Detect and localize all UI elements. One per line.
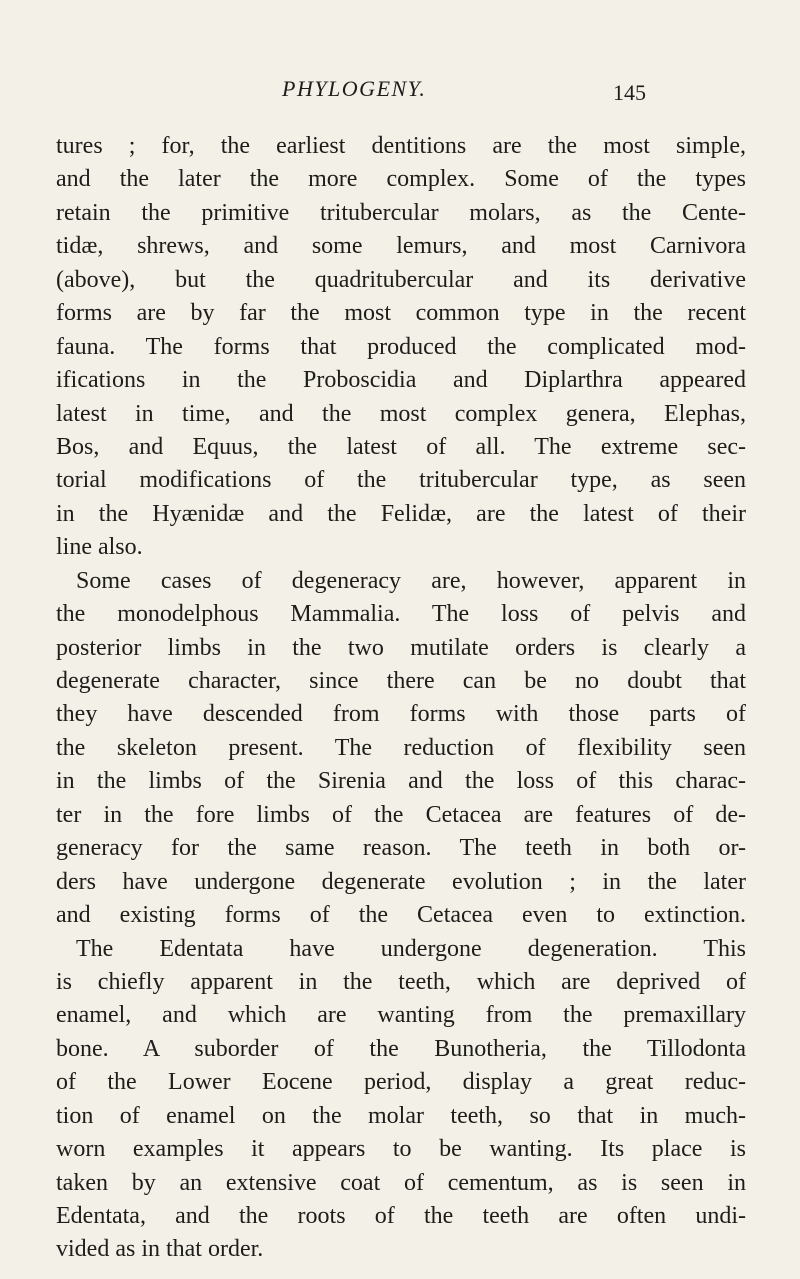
text-line: Bos, and Equus, the latest of all. The extreme sec- bbox=[56, 433, 746, 460]
text-line: ders have undergone degenerate evolution ; in the later bbox=[56, 868, 746, 895]
text-line: tidæ, shrews, and some lemurs, and most Carnivora bbox=[56, 233, 746, 260]
text-line: generacy for the same reason. The teeth in both or- bbox=[56, 835, 746, 862]
running-head bbox=[0, 76, 800, 106]
text-line: in the limbs of the Sirenia and the loss of this charac- bbox=[56, 768, 746, 795]
text-line: of the Lower Eocene period, display a great reduc- bbox=[56, 1069, 746, 1096]
page-number: 145 bbox=[613, 80, 646, 105]
text-line: and existing forms of the Cetacea even to extinction. bbox=[56, 902, 746, 929]
text-line: bone. A suborder of the Bunotheria, the Tillodonta bbox=[56, 1035, 746, 1062]
text-line: worn examples it appears to be wanting. Its place is bbox=[56, 1136, 746, 1163]
text-line: (above), but the quadritubercular and its derivative bbox=[56, 266, 746, 293]
text-line: tures ; for, the earliest dentitions are the most simple, bbox=[56, 133, 746, 159]
text-line: ifications in the Proboscidia and Diplarthra appeared bbox=[56, 367, 746, 394]
text-line: retain the primitive tritubercular molars, as the Cente- bbox=[56, 199, 746, 226]
text-line: line also. bbox=[56, 534, 143, 561]
text-line: ter in the fore limbs of the Cetacea are features of de- bbox=[56, 801, 746, 828]
text-line: latest in time, and the most complex genera, Elephas, bbox=[56, 400, 746, 427]
text-line: The Edentata have undergone degeneration. This bbox=[76, 935, 746, 962]
text-line: posterior limbs in the two mutilate orders is clearly a bbox=[56, 634, 746, 661]
text-line: Some cases of degeneracy are, however, apparent in bbox=[76, 567, 746, 594]
text-line: forms are by far the most common type in the recent bbox=[56, 300, 746, 327]
text-line: taken by an extensive coat of cementum, as is seen in bbox=[56, 1169, 746, 1196]
text-line: enamel, and which are wanting from the premaxillary bbox=[56, 1002, 746, 1029]
text-line: fauna. The forms that produced the complicated mod- bbox=[56, 333, 746, 360]
text-line: tion of enamel on the molar teeth, so that in much- bbox=[56, 1102, 746, 1129]
text-line: in the Hyænidæ and the Felidæ, are the latest of their bbox=[56, 500, 746, 527]
text-line: degenerate character, since there can be no doubt that bbox=[56, 668, 746, 694]
text-line: they have descended from forms with those parts of bbox=[56, 701, 746, 728]
text-line: and the later the more complex. Some of the types bbox=[56, 166, 746, 193]
text-line: is chiefly apparent in the teeth, which are deprived of bbox=[56, 968, 746, 995]
text-line: the skeleton present. The reduction of flexibility seen bbox=[56, 734, 746, 761]
running-title: PHYLOGENY. bbox=[282, 76, 427, 101]
text-line: the monodelphous Mammalia. The loss of pelvis and bbox=[56, 601, 746, 628]
text-line: torial modifications of the tritubercular type, as seen bbox=[56, 467, 746, 494]
text-line: vided as in that order. bbox=[56, 1236, 264, 1263]
text-line: Edentata, and the roots of the teeth are often undi- bbox=[56, 1203, 746, 1229]
body-text bbox=[56, 130, 746, 1267]
